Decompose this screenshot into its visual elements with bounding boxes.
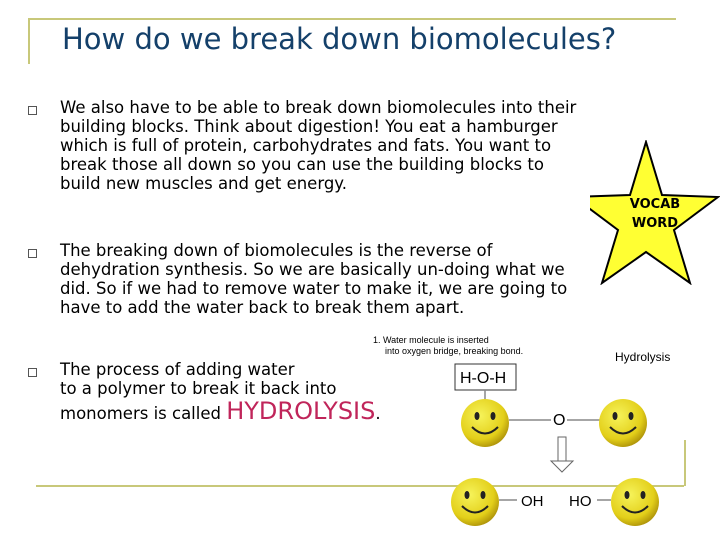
product-face-left xyxy=(451,478,499,526)
monomer-face-right xyxy=(599,399,647,447)
step-caption-line1: 1. Water molecule is inserted xyxy=(373,335,489,345)
frame-left-rule xyxy=(28,18,30,64)
hydrolysis-label: Hydrolysis xyxy=(615,350,671,364)
monomer-face-left xyxy=(461,399,509,447)
bullet-marker xyxy=(28,106,37,115)
star-label-line1: VOCAB xyxy=(629,197,681,212)
star-label-line2: WORD xyxy=(631,216,679,231)
hydrolysis-term: HYDROLYSIS xyxy=(226,397,376,425)
vocab-word-star xyxy=(590,140,720,285)
bullet-2-text: The breaking down of biomolecules is the reverse of dehydration synthesis. So we are basically un-doing what we did. So if we had to remove water to make it, we are going to have to add the water back to break them apart. xyxy=(60,241,568,317)
hydrolysis-diagram xyxy=(355,330,685,540)
product-face-right xyxy=(611,478,659,526)
frame-top-rule xyxy=(28,18,676,20)
slide-title: How do we break down biomolecules? xyxy=(62,22,617,56)
bullet-marker xyxy=(28,368,37,377)
oxygen-bridge: O xyxy=(553,412,566,429)
hydroxyl-right: HO xyxy=(569,493,592,510)
step-caption-line2: into oxygen bridge, breaking bond. xyxy=(385,346,524,356)
bullet-marker xyxy=(28,249,37,258)
bullet-1-text: We also have to be able to break down biomolecules into their building blocks. Think about digestion! You eat a hamburger which is full of protein, carbohydrates and fats. You want to break those all down so you can use the building blocks to build new muscles and get energy. xyxy=(60,98,577,193)
star-icon xyxy=(590,140,720,285)
hydroxyl-left: OH xyxy=(521,493,544,510)
water-formula: H-O-H xyxy=(460,370,507,387)
bullet-3-text: The process of adding water to a polymer to break it back into monomers is called HYDROLYSIS. xyxy=(60,360,381,425)
